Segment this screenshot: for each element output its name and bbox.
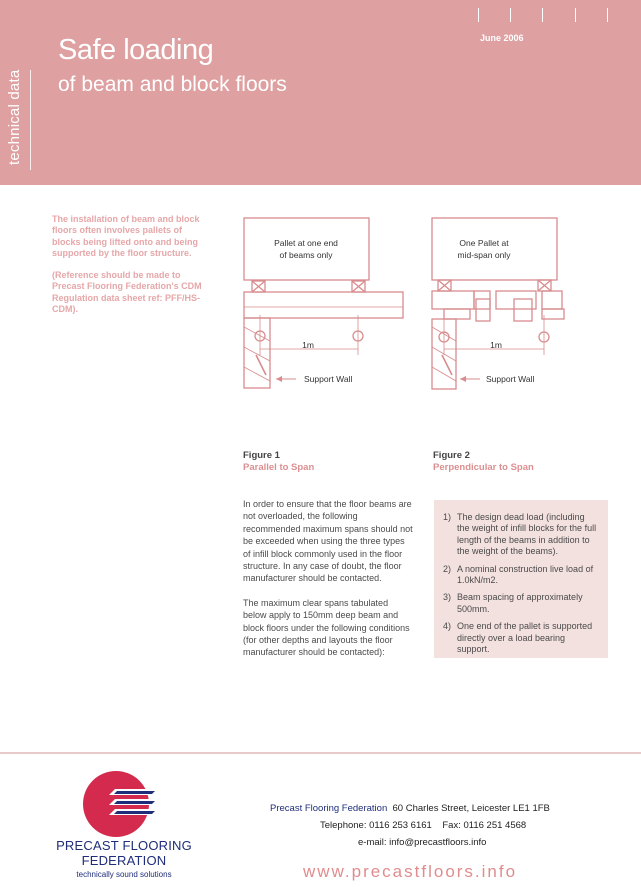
condition-text: One end of the pallet is supported directly over a load bearing support. [457, 621, 593, 655]
pallet-block-left [438, 280, 451, 291]
header-band [0, 0, 641, 185]
email-link[interactable]: e-mail: info@precastfloors.info [358, 837, 487, 848]
side-divider [30, 70, 31, 170]
pallet-block-left [252, 281, 265, 292]
arrow-head [276, 376, 282, 382]
pallet-box [432, 218, 557, 280]
floor-beam [244, 292, 403, 318]
figure-1-diagram [236, 215, 416, 395]
brand-name [49, 838, 199, 868]
issue-date: June 2006 [480, 33, 524, 43]
condition-item [443, 592, 598, 615]
brand-line: FEDERATION [81, 853, 167, 868]
arrow-head [460, 376, 466, 382]
body-text [243, 498, 413, 671]
condition-text: Beam spacing of approximately 500mm. [457, 592, 583, 614]
intro-paragraph: The installation of beam and block floors often involves pallets of blocks being lifted onto and being supported by the floor structure. [52, 214, 200, 258]
condition-item [443, 512, 598, 558]
website-link[interactable]: www.precastfloors.info [303, 862, 518, 881]
condition-item [443, 564, 598, 587]
fig1-span-label: 1m [302, 340, 314, 350]
address: 60 Charles Street, Leicester LE1 1FB [392, 803, 550, 814]
fig2-wall-label: Support Wall [486, 374, 535, 384]
figure-1-title: Parallel to Span [243, 462, 315, 473]
body-paragraph: The maximum clear spans tabulated below apply to 150mm deep beam and block floors under the following conditions (for other depths and layouts the floor manufacturer should be contacted): [243, 597, 410, 658]
fig1-pallet-label-line1: Pallet at one end [274, 238, 338, 248]
contact-block [270, 800, 550, 851]
figure-2-number: Figure 2 [433, 450, 470, 461]
condition-number: 2) [443, 563, 452, 574]
pff-logo-icon [82, 770, 168, 840]
fig2-pallet-label-line2: mid-span only [457, 250, 511, 260]
side-label: technical data [6, 69, 23, 165]
body-paragraph: In order to ensure that the floor beams are not overloaded, the following recommended maximum spans should not be exceeded when using the three types of infill block commonly used in the floor structure. In any case of doubt, the floor manufacturer should be contacted. [243, 499, 413, 584]
phone-fax: Telephone: 0116 253 6161 Fax: 0116 251 4568 [320, 820, 527, 831]
conditions-list [434, 500, 608, 655]
fig1-pallet-label-line2: of beams only [279, 250, 333, 260]
page-title: Safe loading [58, 34, 214, 66]
conditions-box [434, 500, 608, 658]
fig2-pallet-label-line1: One Pallet at [459, 238, 509, 248]
pallet-box [244, 218, 369, 280]
fig2-span-label: 1m [490, 340, 502, 350]
brand-tagline: technically sound solutions [76, 870, 172, 879]
condition-number: 3) [443, 592, 452, 603]
org-name: Precast Flooring Federation [270, 803, 388, 814]
condition-number: 1) [443, 512, 452, 522]
condition-text: The design dead load (including the weight of infill blocks for the full length of the beams in addition to the weight of the beams). [457, 512, 597, 557]
condition-number: 4) [443, 621, 452, 632]
fig1-wall-label: Support Wall [304, 374, 353, 384]
condition-text: A nominal construction live load of 1.0kN/m2. [457, 563, 594, 586]
figure-2-diagram [424, 215, 604, 395]
page-subtitle: of beam and block floors [58, 73, 287, 96]
intro-reference: (Reference should be made to Precast Flooring Federation's CDM Regulation data sheet ref: PFF/HS-CDM). [52, 270, 202, 315]
figure-2-title: Perpendicular to Span [433, 462, 534, 473]
pallet-block-right [538, 280, 551, 291]
footer-divider [0, 752, 641, 754]
figure-1-number: Figure 1 [243, 450, 280, 461]
condition-item [443, 621, 598, 655]
intro-text [52, 214, 210, 326]
brand-line: PRECAST FLOORING [56, 838, 192, 853]
support-wall [244, 318, 270, 388]
pallet-block-right [352, 281, 365, 292]
